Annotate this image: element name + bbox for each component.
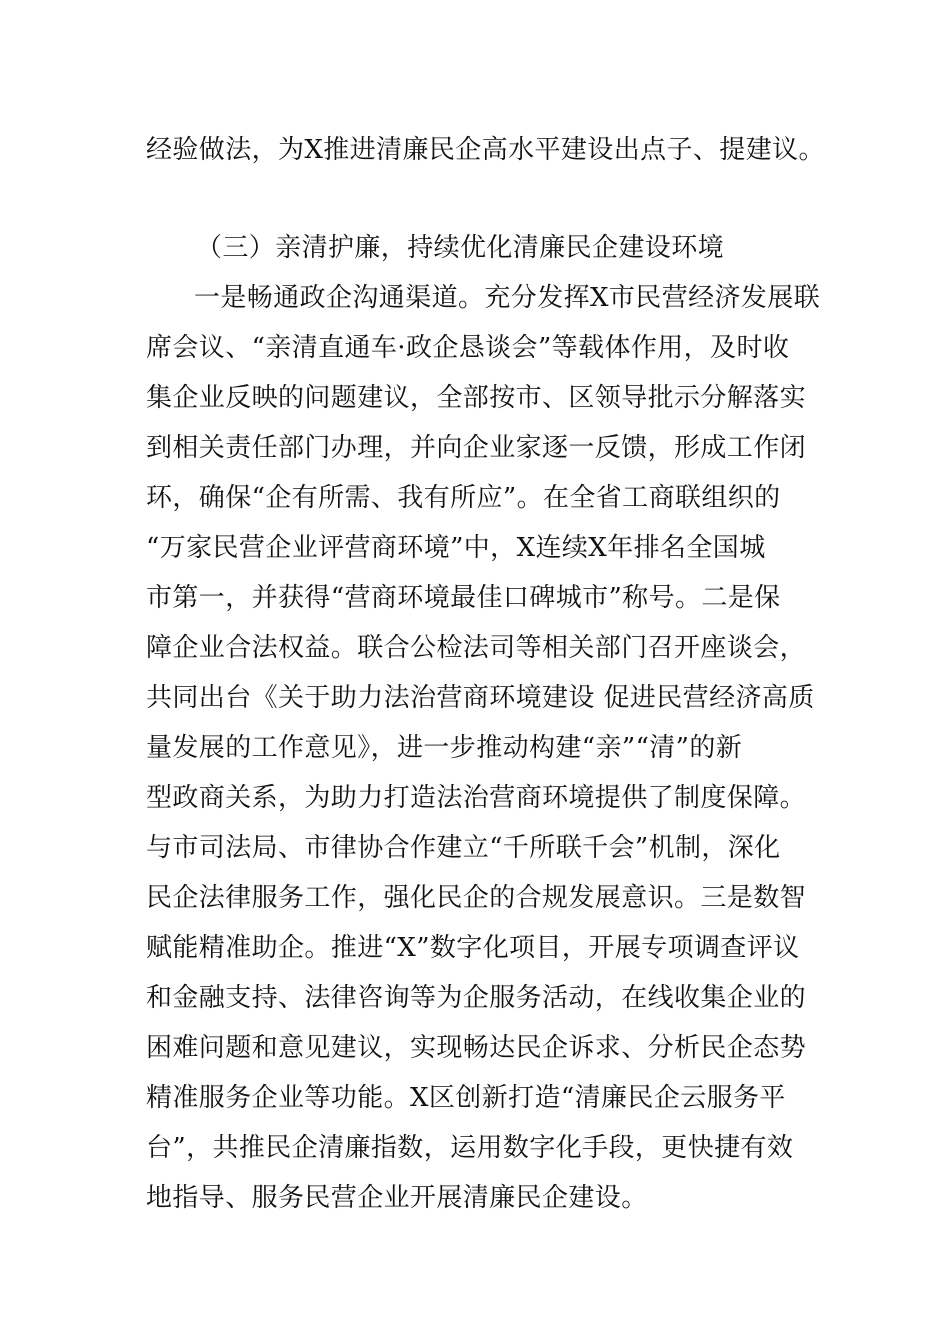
- paragraph-line: “万家民营企业评营商环境”中，X连续X年排名全国城: [146, 533, 766, 563]
- paragraph-line: 型政商关系，为助力打造法治营商环境提供了制度保障。: [146, 783, 807, 813]
- paragraph-line-continuation: 经验做法，为X推进清廉民企高水平建设出点子、提建议。: [146, 135, 825, 165]
- paragraph-line: 席会议、“亲清直通车·政企恳谈会”等载体作用，及时收: [146, 333, 790, 363]
- paragraph-line: 赋能精准助企。推进“X”数字化项目，开展专项调查评议: [146, 933, 800, 963]
- paragraph-line: 量发展的工作意见》，进一步推动构建“亲”“清”的新: [146, 733, 743, 763]
- paragraph-line: 精准服务企业等功能。X区创新打造“清廉民企云服务平: [146, 1083, 786, 1113]
- paragraph-line: 障企业合法权益。联合公检法司等相关部门召开座谈会，: [146, 633, 807, 663]
- paragraph-line: 集企业反映的问题建议，全部按市、区领导批示分解落实: [146, 383, 807, 413]
- paragraph-line: 民企法律服务工作，强化民企的合规发展意识。三是数智: [146, 883, 807, 913]
- section-heading: （三）亲清护廉，持续优化清廉民企建设环境: [196, 233, 725, 263]
- paragraph-line: 到相关责任部门办理，并向企业家逐一反馈，形成工作闭: [146, 433, 807, 463]
- paragraph-line: 和金融支持、法律咨询等为企服务活动，在线收集企业的: [146, 983, 807, 1013]
- paragraph-line: 共同出台《关于助力法治营商环境建设 促进民营经济高质: [146, 683, 815, 713]
- paragraph-line: 市第一，并获得“营商环境最佳口碑城市”称号。二是保: [146, 583, 781, 613]
- paragraph-line: 台”，共推民企清廉指数，运用数字化手段，更快捷有效: [146, 1133, 794, 1163]
- paragraph-line: 与市司法局、市律协合作建立“千所联千会”机制，深化: [146, 833, 781, 863]
- paragraph-line: 困难问题和意见建议，实现畅达民企诉求、分析民企态势: [146, 1033, 807, 1063]
- paragraph-line: 环，确保“企有所需、我有所应”。在全省工商联组织的: [146, 483, 781, 513]
- paragraph-line: 一是畅通政企沟通渠道。充分发挥X市民营经济发展联: [194, 283, 821, 313]
- paragraph-line: 地指导、服务民营企业开展清廉民企建设。: [146, 1183, 648, 1213]
